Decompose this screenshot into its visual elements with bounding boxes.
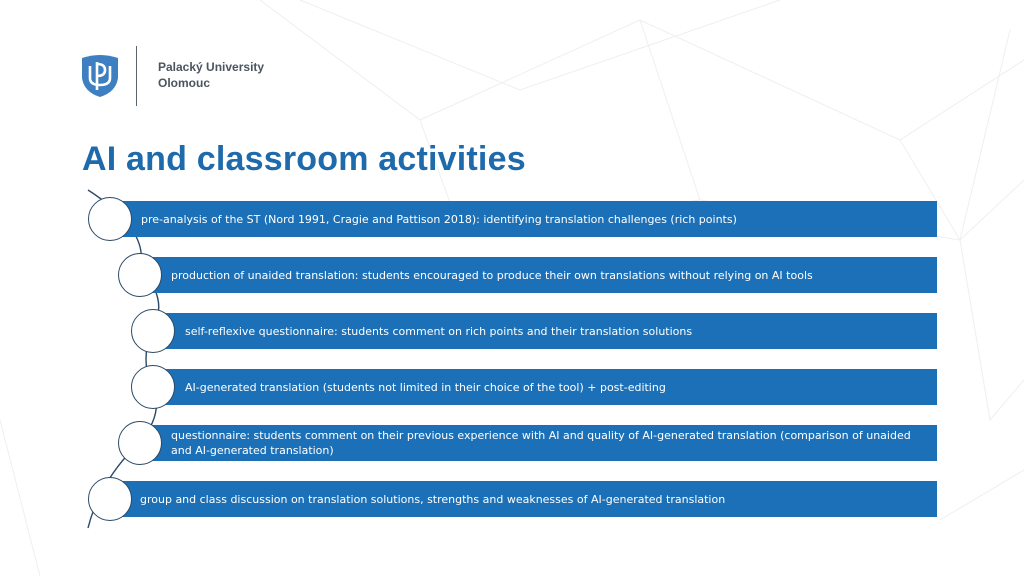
step-marker bbox=[118, 253, 162, 297]
step-text: AI-generated translation (students not limited in their choice of the tool) + post-editing bbox=[185, 380, 666, 394]
step-marker bbox=[131, 365, 175, 409]
step-bar bbox=[110, 481, 937, 517]
step-marker bbox=[88, 477, 132, 521]
step-bar bbox=[140, 257, 937, 293]
step-bar bbox=[140, 425, 937, 461]
step-text: self-reflexive questionnaire: students comment on rich points and their translation solutions bbox=[185, 324, 693, 338]
slide-title: AI and classroom activities bbox=[82, 140, 526, 178]
step-bar bbox=[153, 313, 937, 349]
university-name bbox=[158, 59, 318, 91]
logo-divider bbox=[136, 46, 137, 106]
step-text: production of unaided translation: students encouraged to produce their own translations without relying on AI tools bbox=[171, 268, 813, 282]
step-bar bbox=[153, 369, 937, 405]
university-name-line2: Olomouc bbox=[158, 76, 211, 90]
step-marker bbox=[88, 197, 132, 241]
upol-shield-logo-icon bbox=[80, 54, 120, 98]
step-bar bbox=[110, 201, 937, 237]
step-text: pre-analysis of the ST (Nord 1991, Cragie and Pattison 2018): identifying translation challenges (rich points) bbox=[141, 212, 737, 226]
step-text: questionnaire: students comment on their previous experience with AI and quality of AI-generated translation (comparison of unaided and AI-generated translation) bbox=[171, 429, 911, 457]
step-marker bbox=[118, 421, 162, 465]
step-text: group and class discussion on translation solutions, strengths and weaknesses of AI-generated translation bbox=[140, 492, 726, 506]
university-name-line1: Palacký University bbox=[158, 60, 265, 74]
step-marker bbox=[131, 309, 175, 353]
